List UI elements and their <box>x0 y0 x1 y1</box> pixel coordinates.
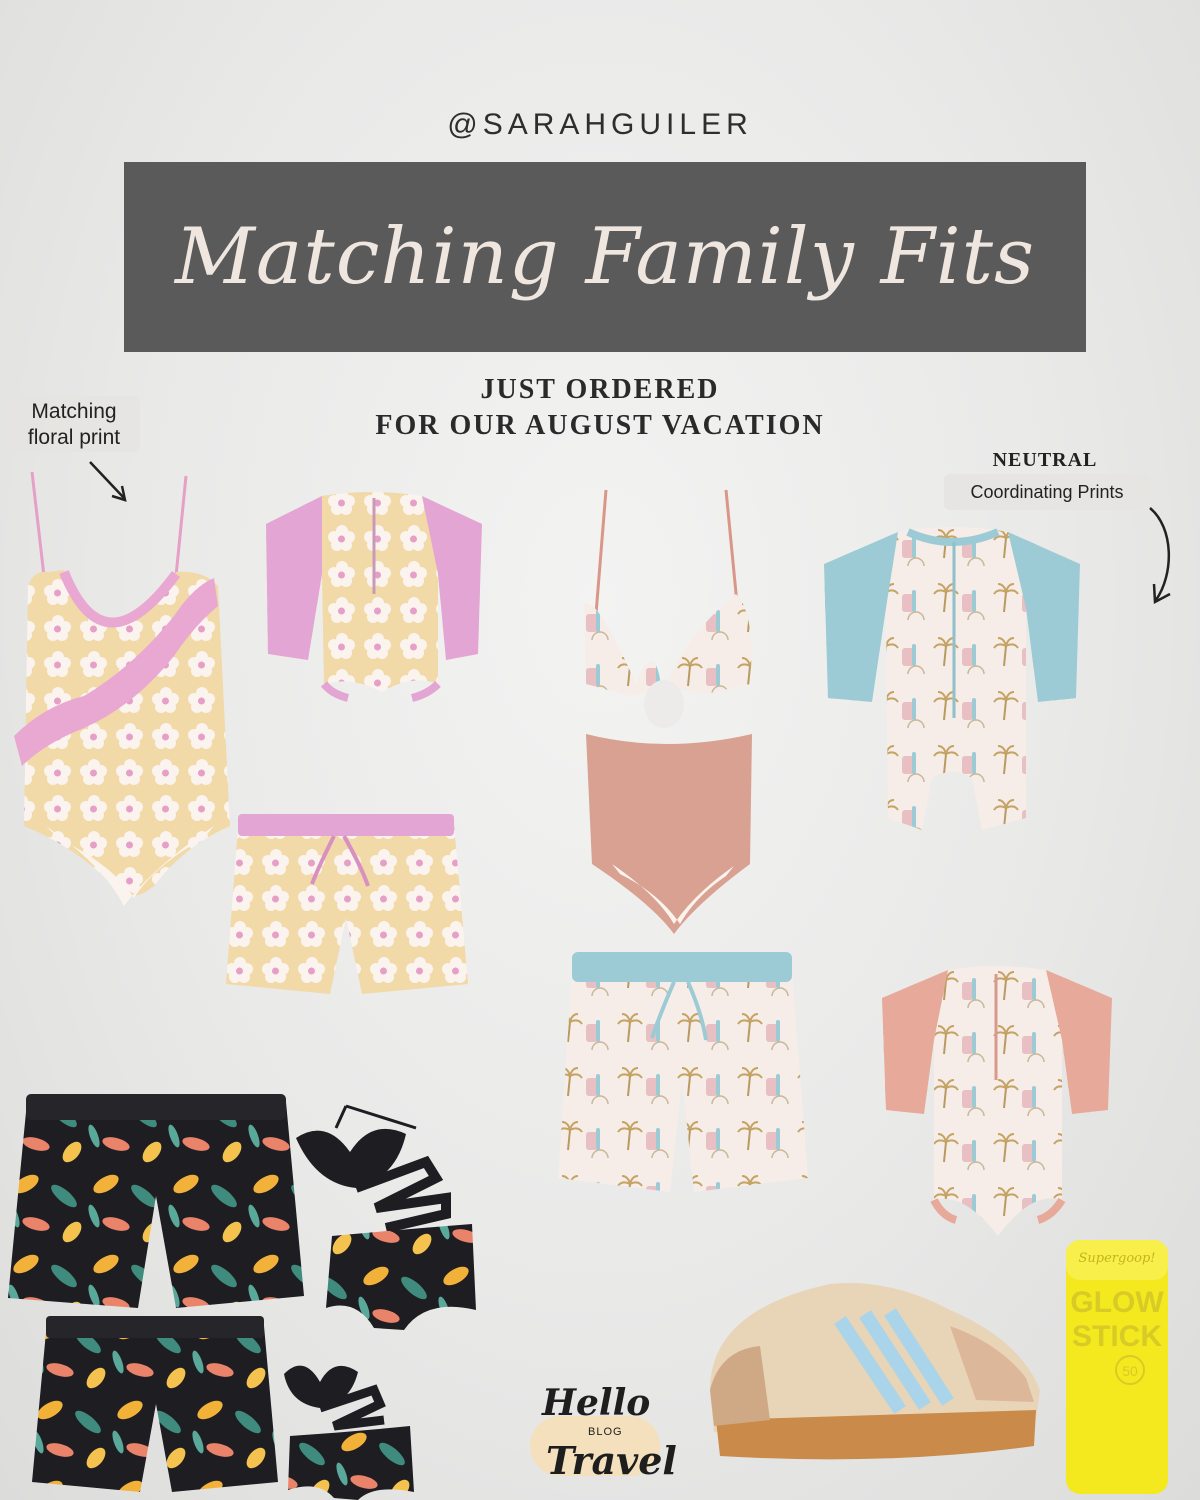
sunscreen-name-line-1: GLOW <box>1070 1286 1164 1319</box>
tropical-womens-bikini <box>276 1098 500 1330</box>
blush-palm-rashguard <box>872 960 1122 1240</box>
logo-travel: Travel <box>546 1438 677 1483</box>
logo-blog: BLOG <box>588 1426 623 1438</box>
tropical-mens-shorts <box>6 1086 306 1312</box>
tan-sneaker <box>690 1270 1050 1470</box>
coordinating-prints-tag: Coordinating Prints <box>944 474 1150 510</box>
blue-palm-rashguard <box>812 518 1092 836</box>
floral-kids-rashguard <box>252 484 492 714</box>
subtitle-line-2: FOR OUR AUGUST VACATION <box>375 410 825 441</box>
logo-hello: Hello <box>542 1382 651 1424</box>
subtitle <box>0 372 1200 444</box>
floral-ruffle-swimsuit <box>4 466 254 916</box>
sunscreen-spf: 50 <box>1122 1363 1138 1379</box>
sunscreen-name-line-2: STICK <box>1072 1320 1162 1353</box>
tag-left-line-2: floral print <box>27 426 121 449</box>
tag-left-line-1: Matching <box>31 400 117 423</box>
sunscreen-glow-stick <box>1062 1236 1172 1498</box>
blush-cutout-swimsuit <box>556 484 780 940</box>
floral-kids-shorts <box>222 808 470 1004</box>
arrow-right-icon <box>1140 504 1180 608</box>
title-banner <box>124 162 1086 352</box>
palm-print-shorts <box>556 948 810 1202</box>
subtitle-line-1: JUST ORDERED <box>480 374 720 405</box>
instagram-handle: @SARAHGUILER <box>447 108 753 141</box>
neutral-heading: NEUTRAL <box>992 449 1098 471</box>
matching-floral-tag <box>8 396 140 452</box>
tropical-kids-shorts <box>30 1312 280 1496</box>
tropical-kids-bikini <box>254 1344 466 1500</box>
sunscreen-brand: Supergoop! <box>1078 1251 1156 1266</box>
hello-blog-travel-logo <box>522 1376 677 1496</box>
page-title: Matching Family Fits <box>174 212 1036 302</box>
